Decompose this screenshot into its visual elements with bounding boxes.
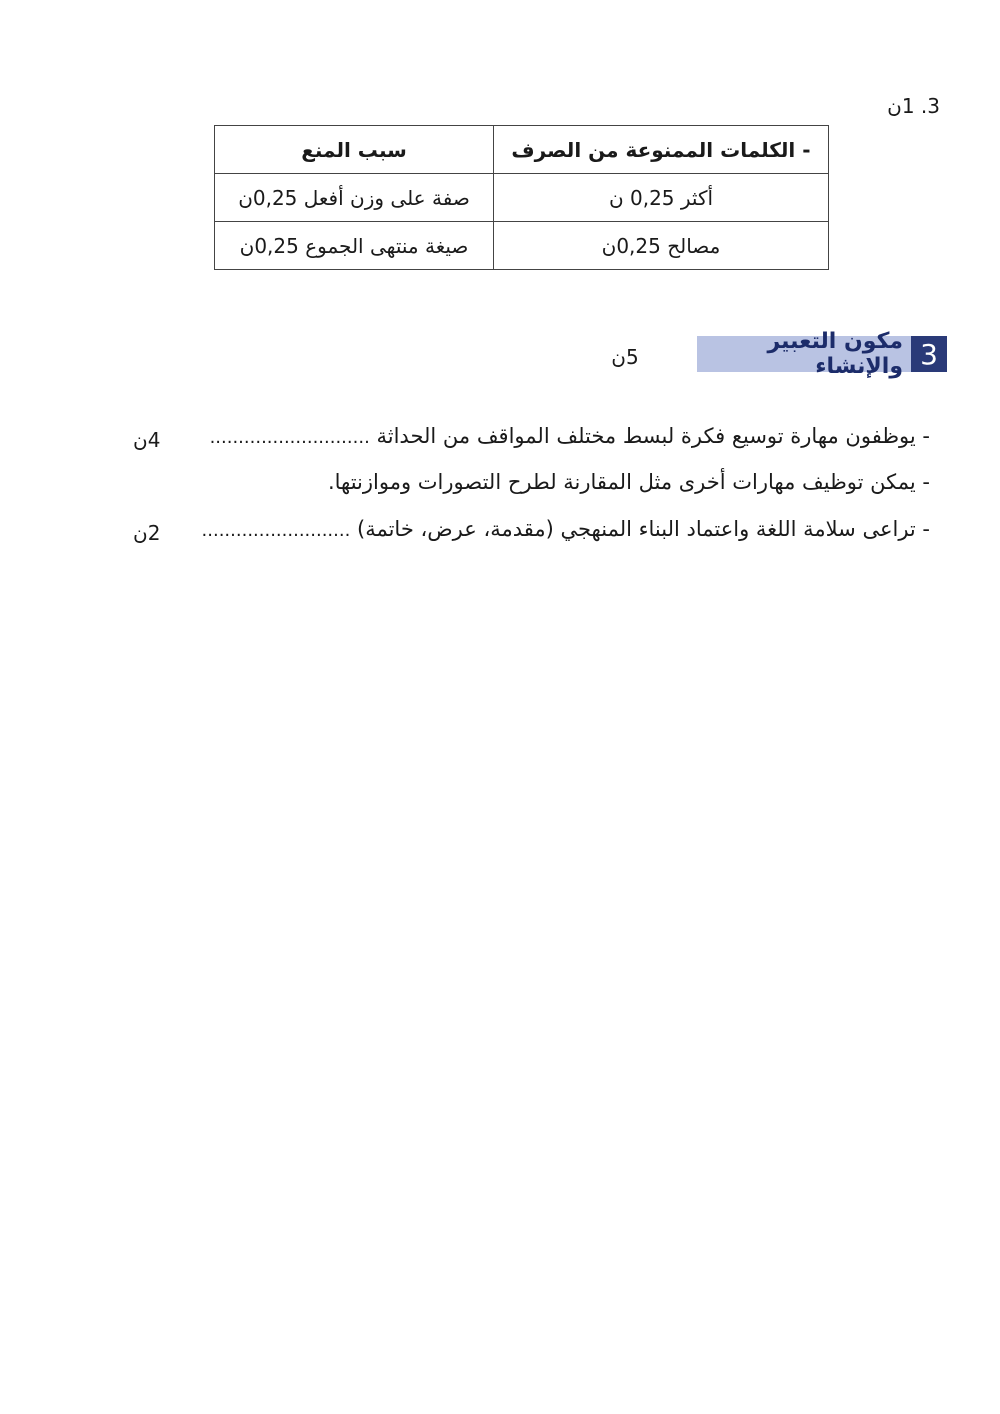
header-forbidden-words: - الكلمات الممنوعة من الصرف [494, 126, 829, 174]
section-score: 5ن [611, 345, 639, 369]
criterion-line [202, 517, 930, 541]
criterion-text: - تراعى سلامة اللغة واعتماد البناء المنهجي (مقدمة، عرض، خاتمة) [357, 517, 930, 541]
question-number: 3. 1ن [887, 94, 940, 118]
table-cell-reason: صيغة منتهى الجموع 0,25ن [215, 222, 494, 270]
table-cell-word: مصالح 0,25ن [494, 222, 829, 270]
criterion-text: - يمكن توظيف مهارات أخرى مثل المقارنة لطرح التصورات وموازنتها. [327, 470, 930, 494]
table-row [215, 222, 829, 270]
section-title: مكون التعبير والإنشاء [767, 329, 903, 379]
table-cell-reason: صفة على وزن أفعل 0,25ن [215, 174, 494, 222]
table-row [215, 174, 829, 222]
forbidden-words-table [214, 125, 829, 270]
table-cell-word: أكثر 0,25 ن [494, 174, 829, 222]
criterion-dots: .......................... [201, 520, 351, 541]
criterion-line [328, 470, 930, 494]
section-number: 3 [911, 336, 947, 372]
table-header-row [215, 126, 829, 174]
criterion-score: 4ن [133, 428, 161, 452]
criterion-score: 2ن [133, 521, 161, 545]
criterion-dots: ............................ [209, 427, 370, 448]
criterion-line [210, 424, 930, 448]
header-reason: سبب المنع [215, 126, 494, 174]
section-heading [697, 329, 947, 379]
criterion-text: - يوظفون مهارة توسيع فكرة لبسط مختلف المواقف من الحداثة [376, 424, 930, 448]
